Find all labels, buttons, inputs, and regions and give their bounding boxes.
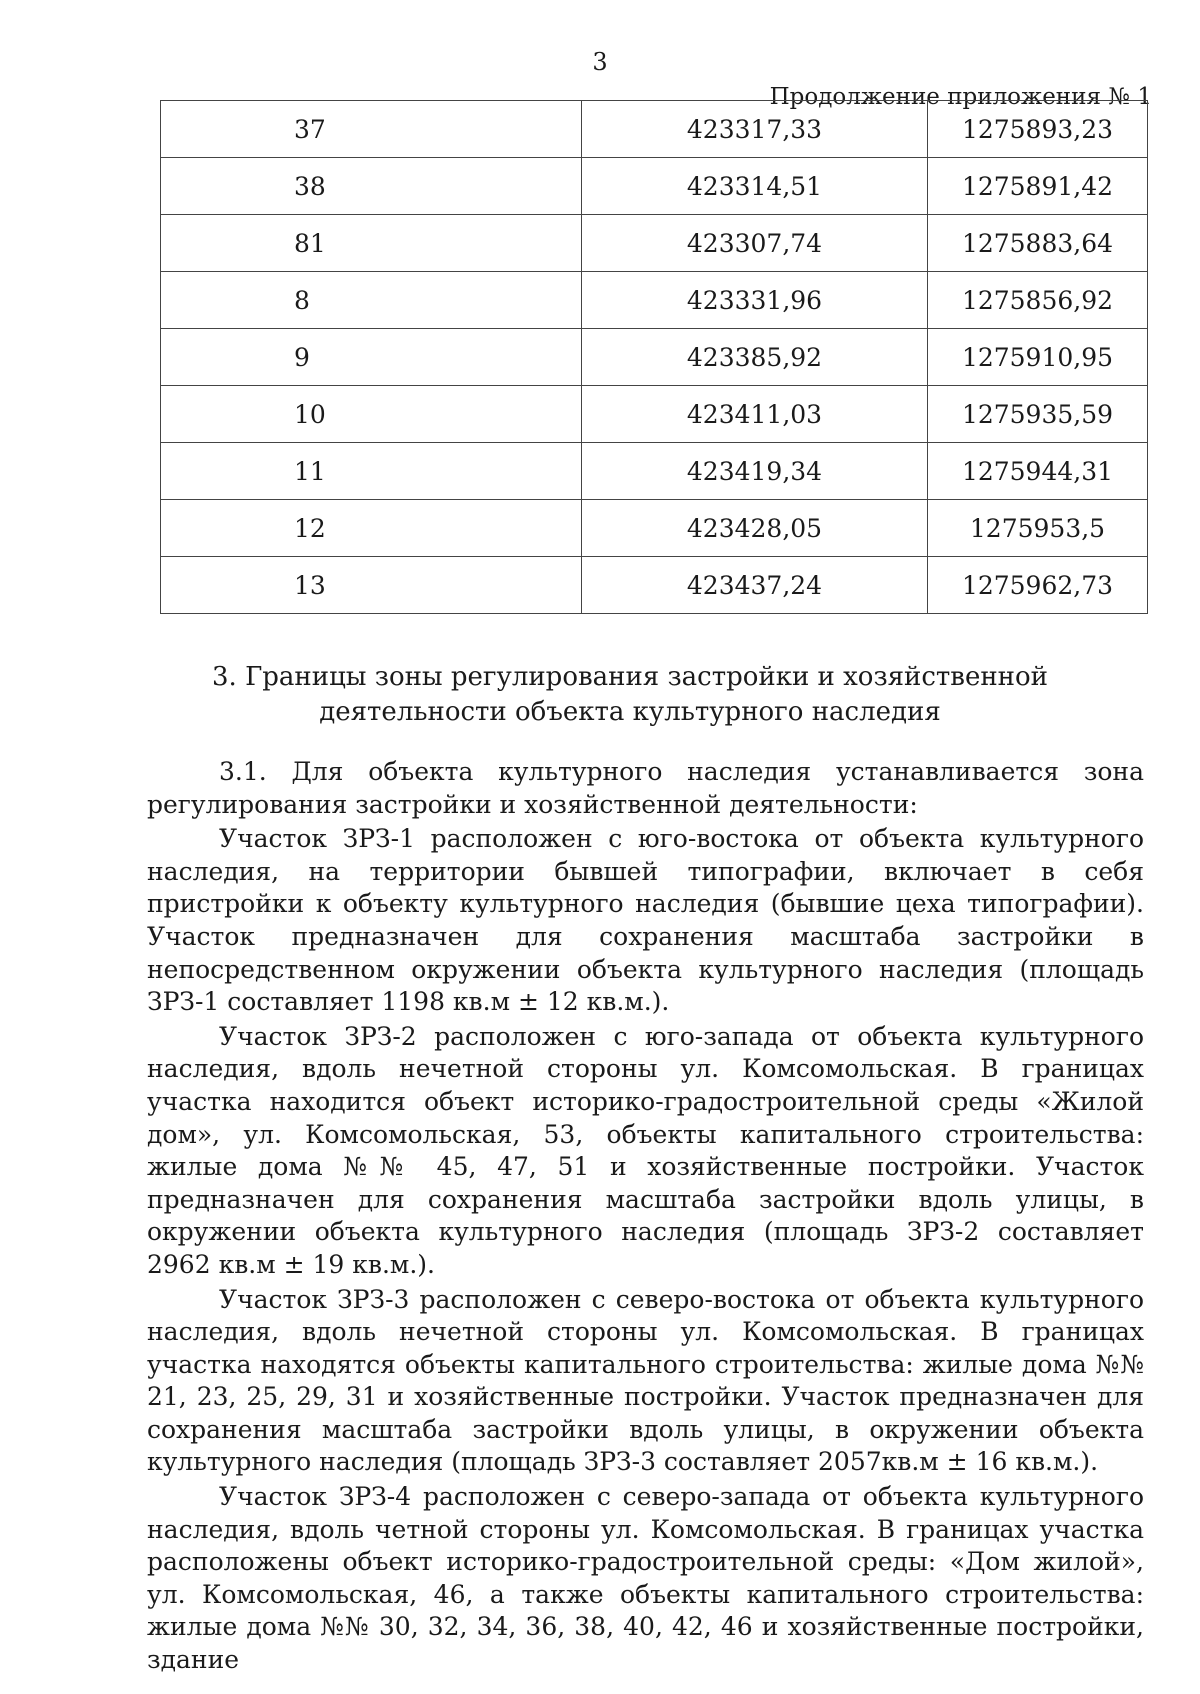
point-number-cell: 81 — [161, 215, 582, 272]
paragraph-zrz-3: Участок ЗРЗ-3 расположен с северо-востока от объекта культурного наследия, вдоль нечетной стороны ул. Комсомольская. В границах участка находятся объекты капитального строительства: жилые дома №№ 21, 23, 25, 29, 31 и хозяйственные постройки. Участок предназначен для сохранения масштаба застройки вдоль улицы, в окружении объекта культурного наследия (площадь ЗРЗ-3 составляет 2057кв.м ± 16 кв.м.). — [147, 1284, 1144, 1477]
x-coordinate-cell: 423385,92 — [582, 329, 928, 386]
y-coordinate-cell: 1275962,73 — [928, 557, 1148, 614]
table-row — [161, 215, 1148, 272]
body-text — [147, 756, 1144, 1677]
point-number-cell: 11 — [161, 443, 582, 500]
point-number-cell: 12 — [161, 500, 582, 557]
y-coordinate-cell: 1275893,23 — [928, 101, 1148, 158]
appendix-note: Продолжение приложения № 1 — [769, 84, 1152, 110]
y-coordinate-cell: 1275944,31 — [928, 443, 1148, 500]
x-coordinate-cell: 423317,33 — [582, 101, 928, 158]
y-coordinate-cell: 1275910,95 — [928, 329, 1148, 386]
y-coordinate-cell: 1275935,59 — [928, 386, 1148, 443]
x-coordinate-cell: 423411,03 — [582, 386, 928, 443]
point-number-cell: 9 — [161, 329, 582, 386]
paragraph-3-1: 3.1. Для объекта культурного наследия устанавливается зона регулирования застройки и хозяйственной деятельности: — [147, 757, 1144, 819]
y-coordinate-cell: 1275891,42 — [928, 158, 1148, 215]
paragraph-zrz-4: Участок ЗРЗ-4 расположен с северо-запада от объекта культурного наследия, вдоль четной стороны ул. Комсомольская. В границах участка расположены объект историко-градостроительной среды: «Дом жилой», ул. Комсомольская, 46, а также объекты капитального строительства: жилые дома №№ 30, 32, 34, 36, 38, 40, 42, 46 и хозяйственные постройки, здание — [147, 1482, 1144, 1675]
point-number-cell: 38 — [161, 158, 582, 215]
table-row — [161, 386, 1148, 443]
table-row — [161, 272, 1148, 329]
table-row — [161, 500, 1148, 557]
table-row — [161, 443, 1148, 500]
y-coordinate-cell: 1275883,64 — [928, 215, 1148, 272]
x-coordinate-cell: 423307,74 — [582, 215, 928, 272]
table-row — [161, 329, 1148, 386]
point-number-cell: 13 — [161, 557, 582, 614]
x-coordinate-cell: 423437,24 — [582, 557, 928, 614]
table-row — [161, 101, 1148, 158]
section-title-line-2: деятельности объекта культурного наследия — [319, 697, 941, 727]
paragraph-zrz-1: Участок ЗРЗ-1 расположен с юго-востока от объекта культурного наследия, на территории бывшей типографии, включает в себя пристройки к объекту культурного наследия (бывшие цеха типографии). Участок предназначен для сохранения масштаба застройки в непосредственном окружении объекта культурного наследия (площадь ЗРЗ-1 составляет 1198 кв.м ± 12 кв.м.). — [147, 824, 1144, 1017]
paragraph-zrz-2: Участок ЗРЗ-2 расположен с юго-запада от объекта культурного наследия, вдоль нечетной стороны ул. Комсомольская. В границах участка находится объект историко-градостроительной среды «Жилой дом», ул. Комсомольская, 53, объекты капитального строительства: жилые дома №№ 45, 47, 51 и хозяйственные постройки. Участок предназначен для сохранения масштаба застройки вдоль улицы, в окружении объекта культурного наследия (площадь ЗРЗ-2 составляет 2962 кв.м ± 19 кв.м.). — [147, 1021, 1144, 1279]
y-coordinate-cell: 1275953,5 — [928, 500, 1148, 557]
table-row — [161, 557, 1148, 614]
x-coordinate-cell: 423331,96 — [582, 272, 928, 329]
point-number-cell: 8 — [161, 272, 582, 329]
section-title-line-1: 3. Границы зоны регулирования застройки и хозяйственной — [212, 662, 1048, 692]
page-number: 3 — [592, 48, 608, 76]
table-row — [161, 158, 1148, 215]
x-coordinate-cell: 423428,05 — [582, 500, 928, 557]
x-coordinate-cell: 423419,34 — [582, 443, 928, 500]
point-number-cell: 10 — [161, 386, 582, 443]
y-coordinate-cell: 1275856,92 — [928, 272, 1148, 329]
section-title — [200, 660, 1060, 730]
coordinates-table — [160, 100, 1148, 614]
x-coordinate-cell: 423314,51 — [582, 158, 928, 215]
coordinates-table-body — [161, 101, 1148, 614]
point-number-cell: 37 — [161, 101, 582, 158]
